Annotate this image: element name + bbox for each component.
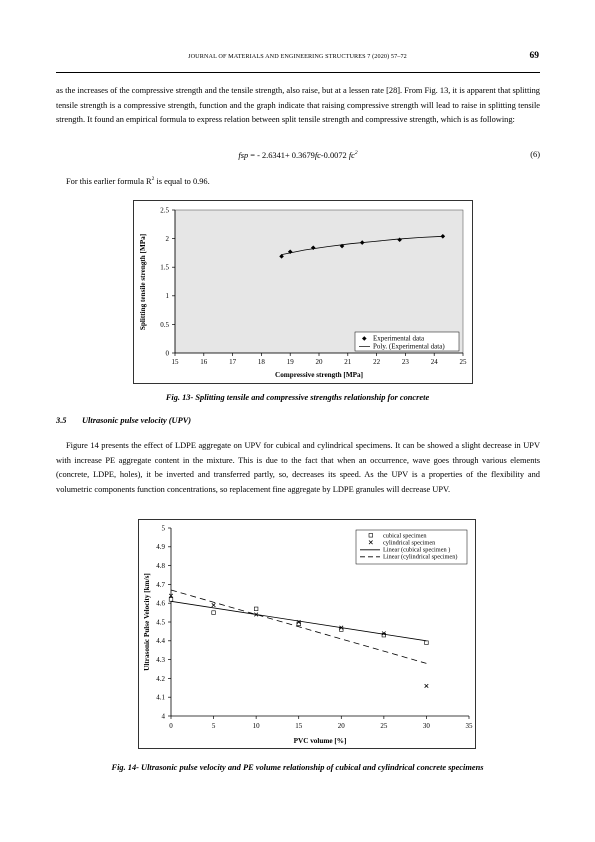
fig14-ytick-label: 4.3 [156,656,165,664]
eq-sup: 2 [354,150,358,156]
fig14-xtick-label: 25 [380,722,388,730]
fig13-xtick-label: 24 [430,358,438,366]
eq-mid: = - 2.6341+ 0.3679 [248,150,315,160]
fig14-point-square [297,622,301,626]
fig13-ytick-label: 2.5 [160,206,169,215]
fig13-xtick-label: 25 [459,358,467,366]
fig14-point-square [169,598,173,602]
fig14-xtick-label: 15 [295,722,303,730]
fig13-xtick-label: 15 [171,358,179,366]
fig14-ytick-label: 4.8 [156,562,165,570]
fig13-ytick-label: 2 [165,235,169,243]
fig14-caption: Fig. 14- Ultrasonic pulse velocity and PE volume relationship of cubical and cylindrical concrete specimens [111,763,484,772]
fig14-legend-series2: cylindrical specimen [383,539,436,547]
fig14-point-square [212,611,216,615]
section-heading [56,416,191,425]
equation-body [56,150,540,160]
fig14-ylabel: Ultrasonic Pulse Velocity [km/s] [143,573,151,671]
eq-mid2: -0.0072 [320,150,349,160]
fig13-xlabel: Compressive strength [MPa] [275,371,363,379]
fig14-legend [356,530,467,564]
eq-fc1: fc [314,150,321,160]
fig14-xtick-label: 20 [337,722,345,730]
fig13-xtick-label: 20 [315,358,323,366]
r2-sup: 2 [151,176,155,182]
fig13-xtick-label: 17 [229,358,237,366]
equation-6 [56,150,540,162]
fig14-ytick-label: 4 [161,712,165,721]
eq-lhs: fsp [238,150,249,160]
fig13-ytick-label: 1.5 [160,263,169,272]
fig13-legend [355,332,459,351]
fig14-legend-series3: Linear (cubical specimen ) [383,546,451,554]
fig13-chart [133,200,473,384]
fig14-xtick-label: 0 [169,722,173,730]
fig14-xtick-label: 5 [211,722,216,730]
fig13-plot-area [175,210,463,353]
fig13-xtick-label: 16 [200,358,208,366]
fig14-xtick-label: 10 [252,722,260,730]
fig14-ytick-label: 4.7 [156,580,165,589]
equation-number: (6) [530,150,540,159]
section-title: Ultrasonic pulse velocity (UPV) [82,416,192,425]
fig14-ytick-label: 4.9 [156,543,165,552]
fig13-ytick-label: 0.5 [160,320,169,329]
r2-statement [66,176,210,186]
journal-title: JOURNAL OF MATERIALS AND ENGINEERING STRUCTURES 7 (2020) 57–72 [188,53,407,60]
section-number: 3.5 [56,416,67,425]
running-header [0,51,595,65]
fig13-xtick-label: 23 [401,358,409,366]
page-number: 69 [529,51,539,61]
fig14-ytick-label: 4.2 [156,674,165,683]
fig14-xtick-label: 30 [422,722,430,730]
fig13-legend-series1: Experimental data [373,334,425,343]
fig13-ytick-label: 0 [165,349,169,358]
fig14-ytick-label: 4.5 [156,618,165,627]
fig13-legend-series2: Poly. (Experimental data) [373,342,445,351]
fig13-xtick-label: 19 [286,358,294,366]
fig14-legend-series1: cubical specimen [383,532,427,540]
fig14-xlabel: PVC volume [%] [293,737,347,745]
fig14-ytick-label: 4.6 [156,599,165,608]
header-rule [56,72,540,73]
upv-paragraph: Figure 14 presents the effect of LDPE aggregate on UPV for cubical and cylindrical specimens. It can be showed a slight decrease in UPV with increase PE aggregate content in the mixture. This is due to the fact that when an occurrence, wave goes through various elements (concrete, LDPE, holes), it be inverted and transferred partly, so, decreases its speed. As the UPV is a properties of the flexibility and volumetric components function concentrations, so replacement fine aggregate by LDPE granules will decrease UPV. [56,441,540,494]
fig14-point-square [425,641,429,645]
fig14-xtick-label: 35 [465,722,473,730]
fig14-ytick-label: 4.1 [156,693,165,702]
fig14-legend-series4: Linear (cylindrical specimen) [383,553,458,561]
r2-pre: For this earlier formula R [66,176,152,186]
fig14-chart [138,519,476,749]
fig14-point-square [339,628,343,632]
fig13-xtick-label: 18 [257,358,265,366]
fig14-legend-square [369,534,373,538]
fig14-ytick-label: 5 [161,524,165,533]
fig13-ylabel: Splitting tensile strength [MPa] [139,233,147,331]
fig13-ytick-label: 1 [165,292,169,301]
fig14-point-square [254,607,258,611]
fig13-xtick-label: 22 [373,358,381,366]
eq-fc2: fc [348,150,355,160]
fig14-ytick-label: 4.4 [156,637,165,646]
intro-paragraph: as the increases of the compressive strength and the tensile strength, also raise, but at a lessen rate [28]. From Fig. 13, it is apparent that splitting tensile strength is a compressive strength, function and the graph indicate that raising compressive strength will lead to raise in splitting tensile strength. It found an empirical formula to express relation between split tensile strength and compressive strength, which is as following: [56,86,540,125]
fig13-xtick-label: 21 [344,358,352,366]
fig13-caption: Fig. 13- Splitting tensile and compressive strengths relationship for concrete [165,393,430,402]
r2-post: is equal to 0.96. [154,176,210,186]
